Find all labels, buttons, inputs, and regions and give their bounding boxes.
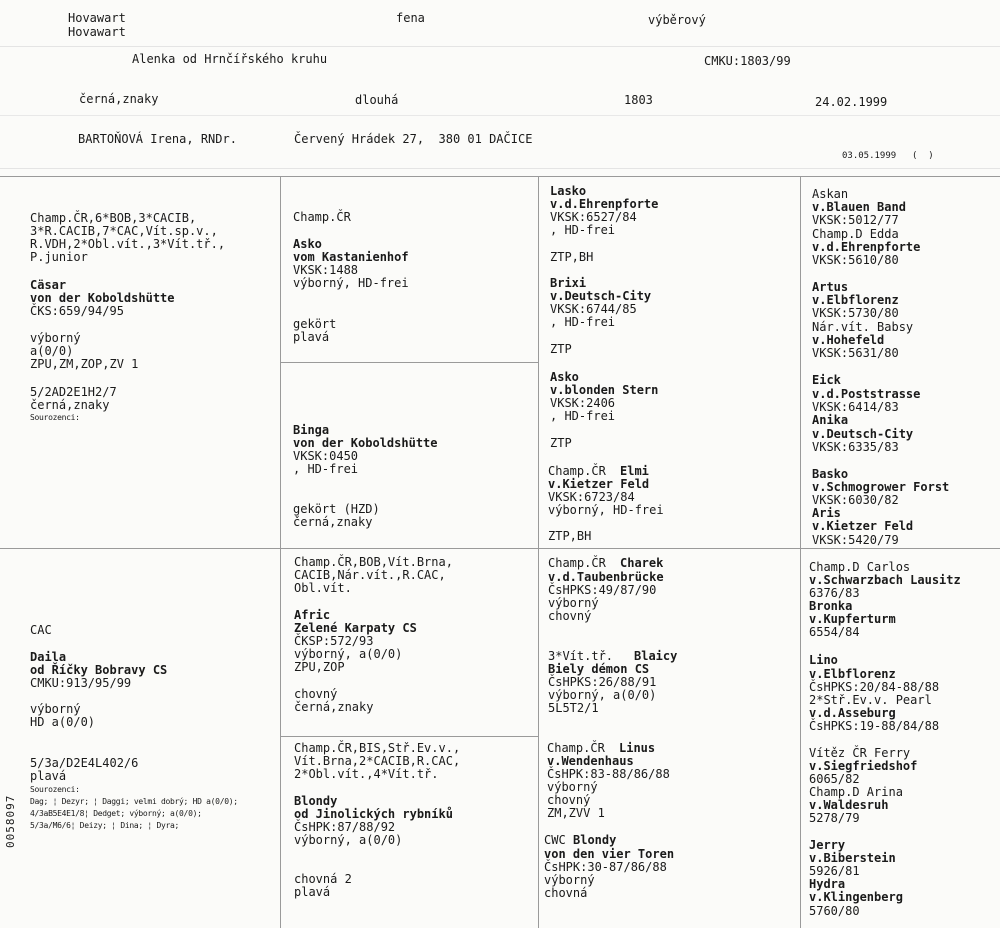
- ancestor-kennel: v.Deutsch-City: [812, 427, 914, 441]
- great-grandparent-line: výborný, HD-frei: [548, 503, 664, 517]
- great-grandparent-extra: ZTP: [550, 436, 572, 450]
- great-grandparent-name: Linus: [619, 741, 656, 755]
- sire-title-line: Champ.ČR,6*BOB,3*CACIB,: [30, 211, 197, 225]
- ancestor-registration: VKSK:5012/77: [812, 213, 899, 227]
- ancestor-name: Nár.vít. Babsy: [812, 320, 914, 334]
- great-grandparent-line: VKSK:6527/84: [550, 210, 637, 224]
- ancestor-name: Lino: [809, 653, 838, 667]
- great-grandparent-name: Elmi: [620, 464, 649, 478]
- ancestor-registration: VKSK:5730/80: [812, 306, 899, 320]
- grandparent-kennel: od Jinolických rybníků: [294, 807, 453, 821]
- great-grandparent-line: VKSK:6744/85: [550, 302, 637, 316]
- grandparent-bottom: gekört: [293, 317, 337, 331]
- grandparent-title: Champ.ČR,BIS,Stř.Ev.v.,: [294, 741, 461, 755]
- great-grandparent-line: ČsHPK:83-88/86/88: [547, 767, 670, 781]
- ancestor-registration: 6065/82: [809, 772, 860, 786]
- great-grandparent-title: Champ.ČR: [548, 464, 606, 478]
- great-grandparent-line: , HD-frei: [550, 223, 616, 237]
- grandparent-title: 2*Obl.vít.,4*Vít.tř.: [294, 767, 439, 781]
- sire-name: Cäsar: [30, 278, 67, 292]
- grandparent-bottom: černá,znaky: [294, 700, 374, 714]
- sire-title-line: R.VDH,2*Obl.vít.,3*Vít.tř.,: [30, 237, 226, 251]
- grandparent-kennel: Zelené Karpaty CS: [294, 621, 417, 635]
- dam-name: Daila: [30, 650, 67, 664]
- great-grandparent-title: 3*Vít.tř.: [548, 649, 614, 663]
- grandparent-line: VKSK:1488: [293, 263, 359, 277]
- dam-code: 5/3a/D2E4L402/6: [30, 756, 139, 770]
- great-grandparent-name: Blaicy: [634, 649, 678, 663]
- grandparent-line: ZPU,ZOP: [294, 660, 345, 674]
- grandparent-name: Blondy: [294, 794, 338, 808]
- grandparent-kennel: von der Koboldshütte: [293, 436, 438, 450]
- great-grandparent-line: ČsHPK:30-87/86/88: [544, 860, 667, 874]
- dam-siblings-label: Sourozenci:: [30, 785, 80, 794]
- great-grandparent-line: ČsHPKS:49/87/90: [548, 583, 657, 597]
- ancestor-registration: VKSK:5420/79: [812, 533, 899, 547]
- grandparent-line: , HD-frei: [293, 462, 359, 476]
- great-grandparent-line: výborný: [548, 596, 599, 610]
- grandparent-line: výborný, a(0/0): [294, 833, 403, 847]
- great-grandparent-extra: ZTP,BH: [548, 529, 592, 543]
- ancestor-registration: 5760/80: [809, 904, 860, 918]
- great-grandparent-name: Lasko: [550, 184, 587, 198]
- grandparent-title: Champ.ČR: [293, 210, 351, 224]
- ancestor-name: Hydra: [809, 877, 846, 891]
- great-grandparent-kennel: v.Deutsch-City: [550, 289, 652, 303]
- ancestor-name: Artus: [812, 280, 849, 294]
- ancestor-registration: 5278/79: [809, 811, 860, 825]
- great-grandparent-line: ČsHPKS:26/88/91: [548, 675, 657, 689]
- owner-name: BARTOŇOVÁ Irena, RNDr.: [78, 132, 237, 146]
- great-grandparent-extra: ZTP: [550, 342, 572, 356]
- grade: výběrový: [648, 13, 706, 27]
- dam-sibling-line: 5/3a/M6/6¦ Deizy; ¦ Dina; ¦ Dyra;: [30, 821, 180, 830]
- dam-sibling-line: 4/3aB5E4E1/8¦ Dedget; výborný; a(0/0);: [30, 809, 202, 818]
- ancestor-kennel: v.Blauen Band: [812, 200, 906, 214]
- dam-info: HD a(0/0): [30, 715, 96, 729]
- breed-secondary: Hovawart: [68, 25, 126, 39]
- great-grandparent-kennel: Biely démon CS: [548, 662, 650, 676]
- grandparent-title: CACIB,Nár.vít.,R.CAC,: [294, 568, 446, 582]
- grandparent-bottom: chovný: [294, 687, 338, 701]
- dam-title-line: CAC: [30, 623, 52, 637]
- great-grandparent-line: 5L5T2/1: [548, 701, 599, 715]
- ancestor-kennel: v.d.Asseburg: [809, 706, 896, 720]
- sire-title-line: 3*R.CACIB,7*CAC,Vít.sp.v.,: [30, 224, 218, 238]
- grandparent-bottom: černá,znaky: [293, 515, 373, 529]
- sire-color: černá,znaky: [30, 398, 110, 412]
- ancestor-kennel: v.Waldesruh: [809, 798, 889, 812]
- issue-date: 03.05.1999: [842, 151, 897, 161]
- ancestor-kennel: v.Schwarzbach Lausitz: [809, 573, 961, 587]
- great-grandparent-extra: ZTP,BH: [550, 250, 594, 264]
- grandparent-title: Obl.vít.: [294, 581, 352, 595]
- sire-kennel: von der Koboldshütte: [30, 291, 175, 305]
- ancestor-kennel: v.d.Poststrasse: [812, 387, 921, 401]
- grandparent-line: ČKSP:572/93: [294, 634, 374, 648]
- great-grandparent-line: chovný: [547, 793, 591, 807]
- ancestor-kennel: v.Hohefeld: [812, 333, 885, 347]
- grandparent-bottom: plavá: [293, 330, 330, 344]
- ancestor-kennel: v.Kietzer Feld: [812, 519, 914, 533]
- sire-info: ZPU,ZM,ZOP,ZV 1: [30, 357, 139, 371]
- dam-info: výborný: [30, 702, 81, 716]
- ancestor-registration: 5926/81: [809, 864, 860, 878]
- ancestor-name: Champ.D Edda: [812, 227, 899, 241]
- grandparent-title: Vít.Brna,2*CACIB,R.CAC,: [294, 754, 461, 768]
- issue-date-paren: ( ): [912, 151, 934, 161]
- ancestor-registration: 6376/83: [809, 586, 860, 600]
- ancestor-kennel: v.Klingenberg: [809, 890, 903, 904]
- grandparent-name: Asko: [293, 237, 322, 251]
- grandparent-kennel: vom Kastanienhof: [293, 250, 409, 264]
- ancestor-kennel: v.Schmogrower Forst: [812, 480, 950, 494]
- ancestor-kennel: v.Biberstein: [809, 851, 896, 865]
- great-grandparent-kennel: v.Wendenhaus: [547, 754, 634, 768]
- ancestor-registration: VKSK:5631/80: [812, 346, 899, 360]
- ancestor-registration: VKSK:6030/82: [812, 493, 899, 507]
- great-grandparent-title: CWC: [544, 833, 566, 847]
- great-grandparent-line: výborný, a(0/0): [548, 688, 657, 702]
- grandparent-bottom: gekört (HZD): [293, 502, 380, 516]
- great-grandparent-line: VKSK:6723/84: [548, 490, 635, 504]
- coat-type: dlouhá: [355, 93, 399, 107]
- great-grandparent-name: Charek: [620, 556, 664, 570]
- grandparent-title: Champ.ČR,BOB,Vít.Brna,: [294, 555, 453, 569]
- grandparent-line: výborný, HD-frei: [293, 276, 409, 290]
- ancestor-registration: VKSK:5610/80: [812, 253, 899, 267]
- great-grandparent-kennel: v.d.Ehrenpforte: [550, 197, 659, 211]
- great-grandparent-name: Brixi: [550, 276, 587, 290]
- ancestor-registration: ČsHPKS:20/84-88/88: [809, 680, 940, 694]
- ancestor-name: Basko: [812, 467, 849, 481]
- great-grandparent-kennel: v.d.Taubenbrücke: [548, 570, 664, 584]
- sire-title-line: P.junior: [30, 250, 88, 264]
- sire-registration: ČKS:659/94/95: [30, 304, 124, 318]
- dam-color: plavá: [30, 769, 67, 783]
- great-grandparent-line: ZM,ZVV 1: [547, 806, 605, 820]
- great-grandparent-line: VKSK:2406: [550, 396, 616, 410]
- great-grandparent-title: Champ.ČR: [548, 556, 606, 570]
- owner-address: Červený Hrádek 27, 380 01 DAČICE: [294, 132, 533, 146]
- dam-registration: CMKU:913/95/99: [30, 676, 132, 690]
- sire-code: 5/2AD2E1H2/7: [30, 385, 117, 399]
- ancestor-kennel: v.Elbflorenz: [812, 293, 899, 307]
- ancestor-name: Eick: [812, 373, 841, 387]
- ancestor-name: Bronka: [809, 599, 853, 613]
- great-grandparent-name: Asko: [550, 370, 579, 384]
- ancestor-kennel: v.d.Ehrenpforte: [812, 240, 921, 254]
- great-grandparent-name: Blondy: [573, 833, 617, 847]
- great-grandparent-kennel: v.blonden Stern: [550, 383, 659, 397]
- registration-number: CMKU:1803/99: [704, 54, 791, 68]
- studbook-number: 1803: [624, 93, 653, 107]
- ancestor-name: Aris: [812, 506, 841, 520]
- side-serial-number: 0058097: [4, 794, 17, 848]
- sex: fena: [396, 11, 425, 25]
- dog-name: Alenka od Hrnčířského kruhu: [132, 52, 328, 66]
- great-grandparent-line: , HD-frei: [550, 315, 616, 329]
- great-grandparent-kennel: v.Kietzer Feld: [548, 477, 650, 491]
- great-grandparent-kennel: von den vier Toren: [544, 847, 675, 861]
- grandparent-name: Afric: [294, 608, 331, 622]
- dam-kennel: od Říčky Bobravy CS: [30, 663, 168, 677]
- dam-sibling-line: Dag; ¦ Dezyr; ¦ Daggi; velmi dobrý; HD a(0/0);: [30, 797, 238, 806]
- ancestor-kennel: v.Siegfriedshof: [809, 759, 918, 773]
- great-grandparent-line: chovný: [548, 609, 592, 623]
- ancestor-name: Askan: [812, 187, 849, 201]
- grandparent-bottom: plavá: [294, 885, 331, 899]
- grandparent-bottom: chovná 2: [294, 872, 352, 886]
- great-grandparent-line: chovná: [544, 886, 588, 900]
- sire-siblings-label: Sourozenci:: [30, 413, 80, 422]
- sire-info: výborný: [30, 331, 81, 345]
- ancestor-registration: 6554/84: [809, 625, 860, 639]
- great-grandparent-line: , HD-frei: [550, 409, 616, 423]
- ancestor-name: Champ.D Arina: [809, 785, 903, 799]
- dog-color: černá,znaky: [79, 92, 159, 106]
- sire-info: a(0/0): [30, 344, 74, 358]
- grandparent-line: ČsHPK:87/88/92: [294, 820, 396, 834]
- ancestor-kennel: v.Elbflorenz: [809, 667, 896, 681]
- ancestor-registration: VKSK:6414/83: [812, 400, 899, 414]
- ancestor-kennel: v.Kupferturm: [809, 612, 896, 626]
- great-grandparent-title: Champ.ČR: [547, 741, 605, 755]
- ancestor-name: Champ.D Carlos: [809, 560, 911, 574]
- ancestor-registration: ČsHPKS:19-88/84/88: [809, 719, 940, 733]
- ancestor-name: Vítěz ČR Ferry: [809, 746, 911, 760]
- great-grandparent-line: výborný: [547, 780, 598, 794]
- ancestor-name: Jerry: [809, 838, 846, 852]
- grandparent-line: výborný, a(0/0): [294, 647, 403, 661]
- ancestor-name: Anika: [812, 413, 849, 427]
- breed: Hovawart: [68, 11, 126, 25]
- ancestor-name: 2*Stř.Ev.v. Pearl: [809, 693, 932, 707]
- ancestor-registration: VKSK:6335/83: [812, 440, 899, 454]
- grandparent-name: Binga: [293, 423, 330, 437]
- grandparent-line: VKSK:0450: [293, 449, 359, 463]
- great-grandparent-line: výborný: [544, 873, 595, 887]
- birth-date: 24.02.1999: [815, 95, 888, 109]
